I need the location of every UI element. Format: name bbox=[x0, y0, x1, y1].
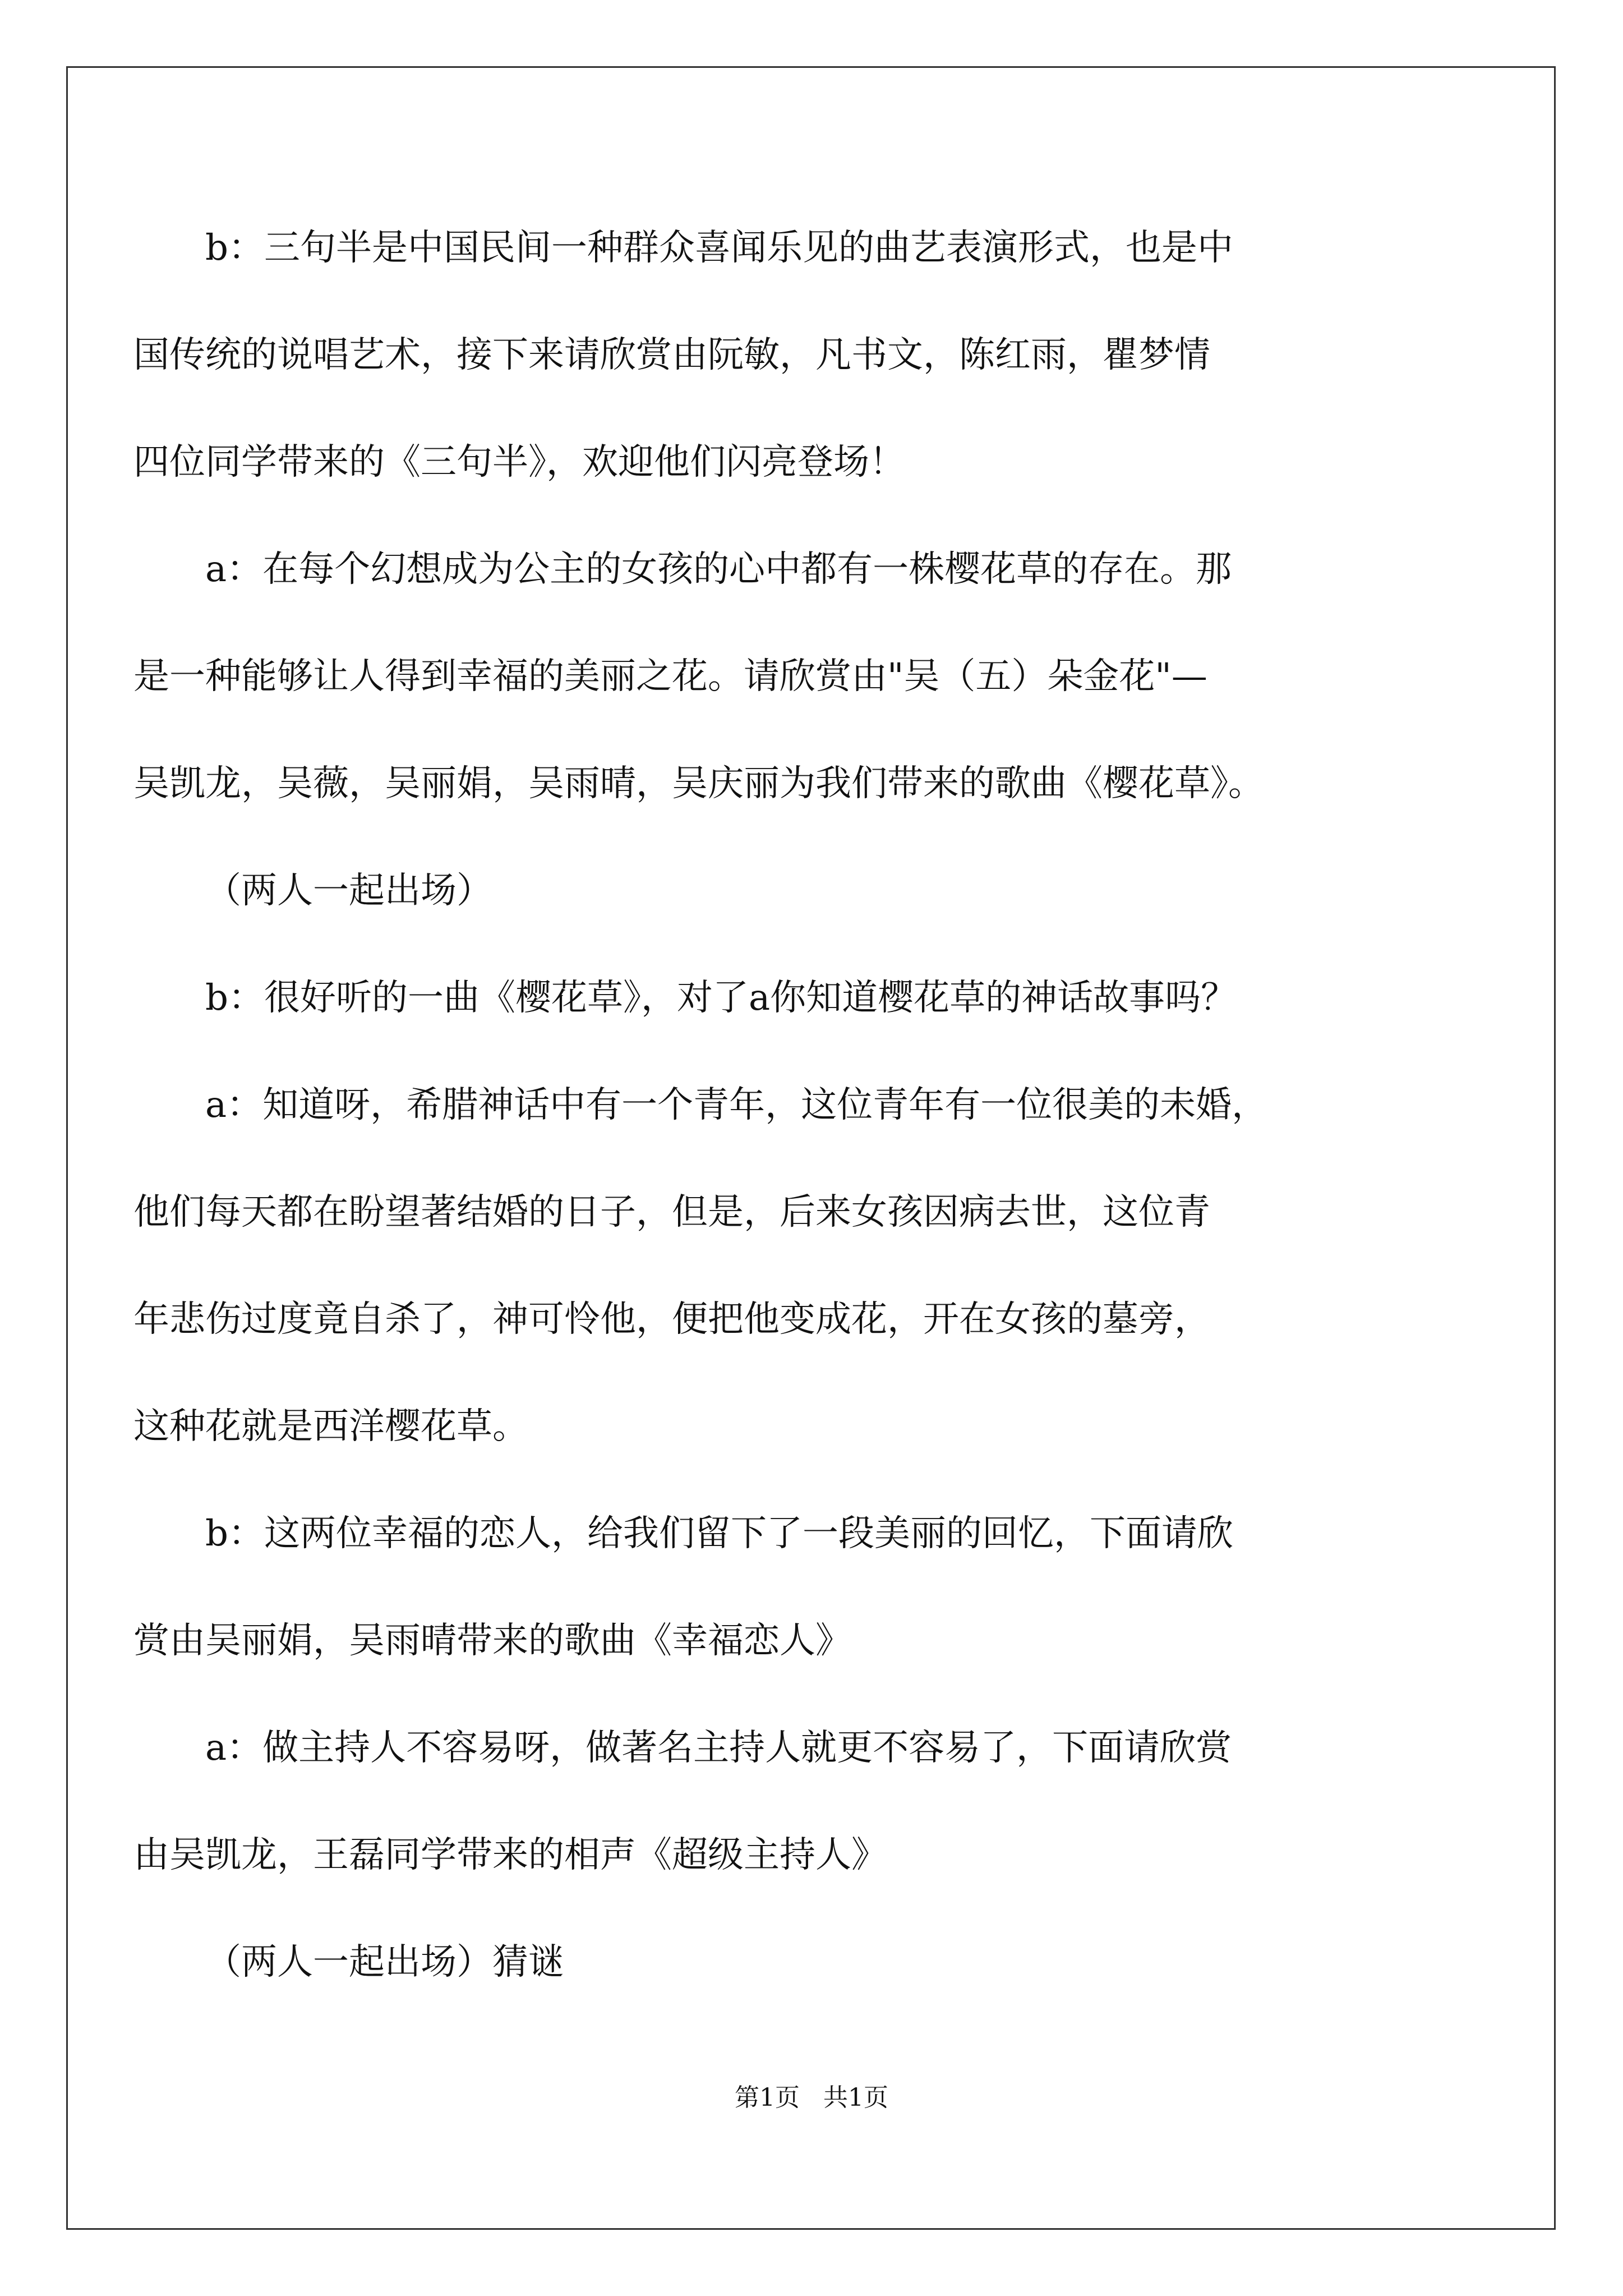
paragraph-4-line-4: 这种花就是西洋樱花草。 bbox=[133, 1406, 528, 1447]
paragraph-4-line-1: a：知道呀，希腊神话中有一个青年，这位青年有一位很美的未婚， bbox=[205, 1084, 1268, 1126]
paragraph-5-line-2: 赏由吴丽娟，吴雨晴带来的歌曲《幸福恋人》 bbox=[133, 1620, 851, 1662]
stage-direction-2: （两人一起出场）猜谜 bbox=[205, 1941, 564, 1983]
page-border bbox=[66, 66, 1556, 2230]
stage-direction-1: （两人一起出场） bbox=[205, 870, 492, 912]
paragraph-6-line-1: a：做主持人不容易呀，做著名主持人就更不容易了，下面请欣赏 bbox=[205, 1727, 1232, 1769]
paragraph-5-line-1: b：这两位幸福的恋人，给我们留下了一段美丽的回忆，下面请欣 bbox=[205, 1513, 1233, 1554]
paragraph-1-line-3: 四位同学带来的《三句半》，欢迎他们闪亮登场！ bbox=[133, 441, 905, 483]
paragraph-3-line-1: b：很好听的一曲《樱花草》，对了a你知道樱花草的神话故事吗？ bbox=[205, 977, 1237, 1019]
paragraph-2-line-3: 吴凯龙，吴薇，吴丽娟，吴雨晴，吴庆丽为我们带来的歌曲《樱花草》。 bbox=[133, 763, 1264, 804]
paragraph-4-line-2: 他们每天都在盼望著结婚的日子，但是，后来女孩因病去世，这位青 bbox=[133, 1191, 1210, 1233]
paragraph-2-line-1: a：在每个幻想成为公主的女孩的心中都有一株樱花草的存在。那 bbox=[205, 549, 1232, 590]
paragraph-1-line-2: 国传统的说唱艺术，接下来请欣赏由阮敏，凡书文，陈红雨，瞿梦情 bbox=[133, 334, 1210, 376]
paragraph-1-line-1: b：三句半是中国民间一种群众喜闻乐见的曲艺表演形式，也是中 bbox=[205, 227, 1233, 269]
paragraph-2-line-2: 是一种能够让人得到幸福的美丽之花。请欣赏由"吴（五）朵金花"— bbox=[133, 656, 1207, 697]
page-number-footer: 第1页 共1页 bbox=[735, 2083, 888, 2112]
paragraph-6-line-2: 由吴凯龙，王磊同学带来的相声《超级主持人》 bbox=[133, 1834, 887, 1876]
paragraph-4-line-3: 年悲伤过度竟自杀了，神可怜他，便把他变成花，开在女孩的墓旁， bbox=[133, 1299, 1210, 1340]
